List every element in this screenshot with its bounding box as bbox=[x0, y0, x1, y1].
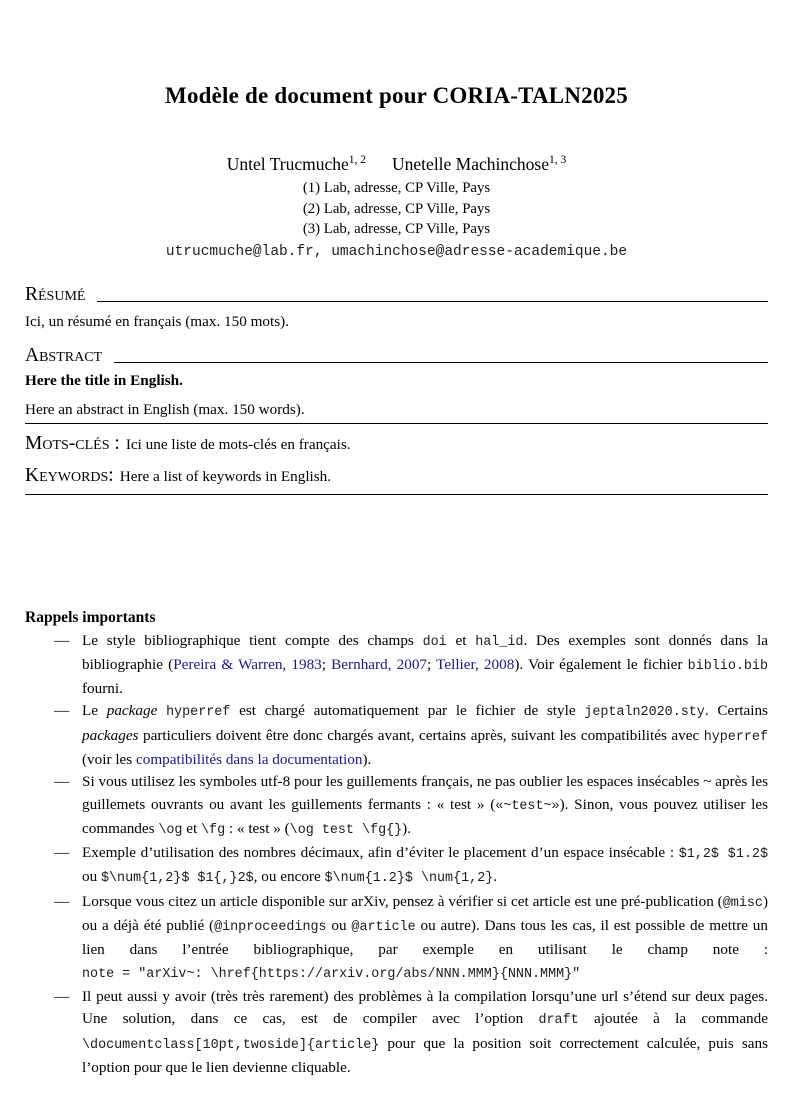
motscles-line bbox=[25, 432, 768, 457]
list-item-text bbox=[82, 988, 768, 1076]
text-run: : « test » ( bbox=[225, 819, 290, 837]
keywords-line bbox=[25, 464, 768, 489]
text-run: ) ou a déjà été publié ( bbox=[82, 892, 768, 935]
text-run: . bbox=[493, 868, 498, 886]
text-run: et bbox=[446, 631, 476, 649]
text-run: ou bbox=[326, 917, 352, 935]
author-name bbox=[227, 154, 366, 174]
list-dash: — bbox=[54, 844, 70, 862]
citation-link[interactable]: Tellier, 2008 bbox=[436, 655, 515, 673]
abstract-label: Abstract bbox=[25, 344, 103, 366]
text-run: Si vous utilisez les symboles utf-8 pour les guillements français, ne pas oublier les espaces insécables ~ après les guillemets ouvrants ou avant les guillements fermants : « test » ( bbox=[82, 773, 768, 813]
motscles-label: Mots-clés : bbox=[25, 432, 120, 454]
authors-line bbox=[25, 152, 768, 176]
text-run: . Des exemples sont donnés dans la bibliographie ( bbox=[82, 631, 768, 673]
keywords-label: Keywords: bbox=[25, 464, 114, 486]
affiliation-line: (1) Lab, adresse, CP Ville, Pays bbox=[302, 180, 491, 196]
list-item-text bbox=[82, 844, 768, 885]
emphasis: package bbox=[106, 702, 158, 720]
list-item bbox=[25, 771, 768, 842]
list-dash: — bbox=[54, 987, 70, 1005]
list-dash: — bbox=[54, 892, 70, 910]
text-run: Le bbox=[82, 702, 107, 720]
inline-code: $\num{1,2}$ $1{,}2$ bbox=[100, 871, 254, 887]
list-item-text bbox=[82, 893, 768, 981]
resume-text: Ici, un résumé en français (max. 150 mots). bbox=[25, 312, 290, 330]
text-run: particuliers doivent être donc chargés avant, certains après, suivant les compatibilités avec bbox=[138, 726, 704, 744]
list-item bbox=[25, 700, 768, 771]
author-name-text: Untel Trucmuche bbox=[226, 154, 349, 174]
inline-code: hyperref bbox=[703, 729, 768, 745]
author-emails: utrucmuche@lab.fr, umachinchose@adresse-academique.be bbox=[165, 243, 628, 260]
list-dash: — bbox=[54, 702, 70, 720]
author-name bbox=[392, 154, 566, 174]
inline-code: \og test \fg{} bbox=[289, 822, 403, 838]
citation-link[interactable]: Pereira & Warren, 1983 bbox=[173, 655, 322, 673]
text-run: Lorsque vous citez un article disponible sur arXiv, pensez à vérifier si cet article est une pré-publication ( bbox=[82, 892, 723, 910]
text-run: ). bbox=[362, 750, 372, 768]
inline-code: @misc bbox=[722, 895, 763, 911]
inline-code: biblio.bib bbox=[687, 658, 768, 674]
list-item bbox=[25, 630, 768, 701]
inline-code: \documentclass[10pt,twoside]{article} bbox=[82, 1037, 380, 1053]
list-dash: — bbox=[54, 631, 70, 649]
author-name-text: Unetelle Machinchose bbox=[392, 154, 549, 174]
emphasis: packages bbox=[82, 726, 139, 744]
list-dash: — bbox=[54, 773, 70, 791]
resume-label: Résumé bbox=[25, 283, 86, 305]
list-item-text bbox=[82, 702, 768, 768]
text-run: pour que la position soit correctement calculée, puis sans l’option pour que le lien devienne cliquable. bbox=[82, 1034, 768, 1076]
citation-link[interactable]: Bernhard, 2007 bbox=[331, 655, 428, 673]
text-run: est chargé automatiquement par le fichier de style bbox=[230, 702, 585, 720]
inline-code: $1,2$ $1.2$ bbox=[678, 847, 768, 863]
author-affiliation-superscript: 1, 3 bbox=[548, 154, 567, 167]
list-item bbox=[25, 891, 768, 986]
abstract-english-title: Here the title in English. bbox=[25, 371, 183, 389]
text-run: Exemple d’utilisation des nombres décimaux, afin d’éviter le placement d’un espace insécable : bbox=[82, 844, 679, 862]
motscles-text: Ici une liste de mots-clés en français. bbox=[125, 435, 351, 453]
inline-code: hyperref bbox=[166, 705, 231, 721]
text-run: ou autre). Dans tous les cas, il est possible de mettre un lien dans l’entrée bibliographique, par exemple en utilisant le champ note : bbox=[82, 917, 768, 959]
abstract-text: Here an abstract in English (max. 150 words). bbox=[25, 399, 768, 424]
text-run: et bbox=[182, 819, 202, 837]
text-run: ; bbox=[321, 655, 332, 673]
affiliations-block bbox=[25, 178, 768, 240]
text-run: ou bbox=[82, 868, 101, 886]
list-item bbox=[25, 842, 768, 891]
inline-code: \og bbox=[158, 822, 183, 838]
inline-code: note = "arXiv~: \href{https://arxiv.org/abs/NNN.MMM}{NNN.MMM}" bbox=[82, 966, 581, 982]
page-title: Modèle de document pour CORIA-TALN2025 bbox=[165, 83, 628, 108]
inline-code: @article bbox=[351, 920, 416, 936]
text-run: . Certains bbox=[704, 702, 768, 720]
inline-code: @inproceedings bbox=[214, 920, 327, 936]
keywords-text: Here a list of keywords in English. bbox=[119, 467, 332, 485]
text-run: , ou encore bbox=[253, 868, 325, 886]
affiliation-line: (2) Lab, adresse, CP Ville, Pays bbox=[302, 200, 491, 217]
text-run: ). Voir également le fichier bbox=[514, 655, 688, 673]
inline-code: \fg bbox=[201, 822, 226, 838]
text-run: ). Sinon, vous pouvez utiliser les commandes bbox=[82, 795, 769, 837]
section-rule bbox=[114, 362, 768, 363]
text-run: ; bbox=[427, 655, 437, 673]
resume-section-header bbox=[25, 283, 768, 307]
author-affiliation-superscript: 1, 2 bbox=[348, 154, 367, 167]
header-closing-rule bbox=[25, 494, 768, 495]
inline-code: «~test~» bbox=[495, 798, 560, 814]
inline-code: hal_id bbox=[475, 634, 524, 650]
inline-code: draft bbox=[538, 1013, 579, 1029]
documentation-link[interactable]: compatibilités dans la documentation bbox=[136, 750, 363, 768]
inline-code: jeptaln2020.sty bbox=[584, 705, 705, 721]
text-run: Le style bibliographique tient compte des champs bbox=[82, 631, 423, 649]
reminders-heading: Rappels importants bbox=[25, 608, 156, 626]
list-item-text bbox=[82, 773, 768, 837]
inline-code: $\num{1.2}$ \num{1,2} bbox=[324, 871, 494, 887]
section-rule bbox=[97, 301, 768, 302]
inline-code: doi bbox=[422, 634, 447, 650]
list-item-text bbox=[82, 632, 768, 698]
text-run: Il peut aussi y avoir (très très rarement) des problèmes à la compilation lorsqu’une url s’étend sur deux pages. Une solution, dans ce cas, est de compiler avec l’option bbox=[82, 987, 768, 1028]
affiliation-line: (3) Lab, adresse, CP Ville, Pays bbox=[302, 221, 491, 237]
text-run: (voir les bbox=[82, 750, 136, 768]
reminders-list bbox=[25, 630, 768, 1080]
text-run: fourni. bbox=[82, 680, 123, 698]
text-run: ). bbox=[402, 819, 412, 837]
list-item bbox=[25, 986, 768, 1079]
text-run: ajoutée à la commande bbox=[578, 1010, 768, 1028]
abstract-section-header bbox=[25, 344, 768, 368]
text-run bbox=[157, 702, 166, 719]
